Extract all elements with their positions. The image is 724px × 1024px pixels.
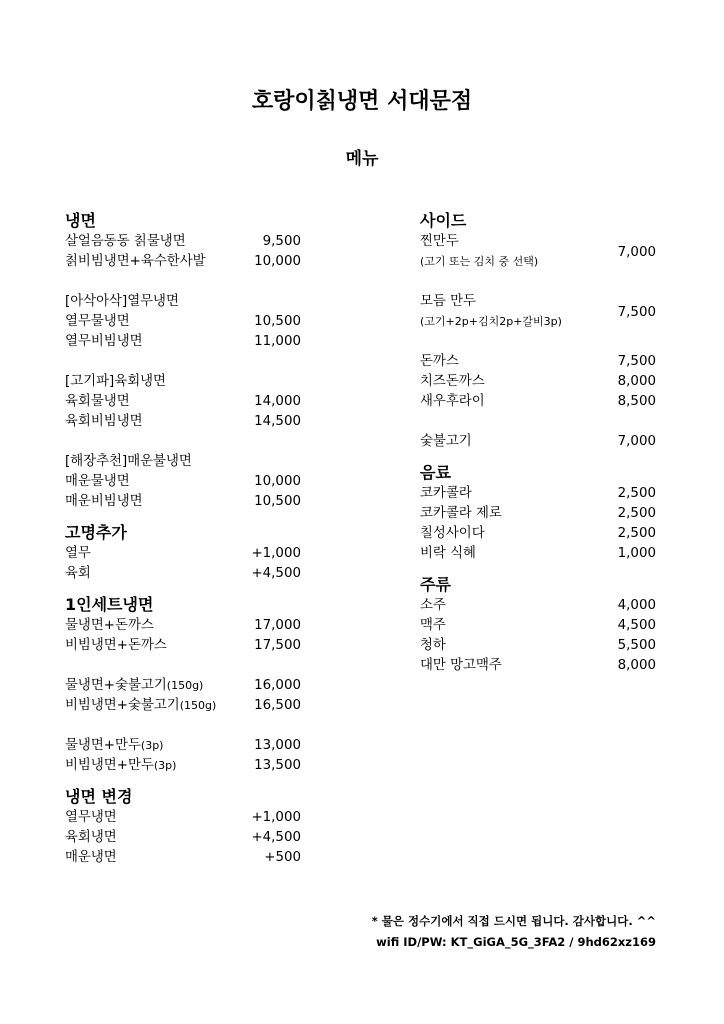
group-heading-text: [해장추천]매운불냉면 [65,454,192,469]
item-name: 살얼음동동 칡물냉면 [65,234,186,249]
wifi-info: wifi ID/PW: KT_GiGA_5G_3FA2 / 9hd62xz169 [376,935,656,949]
menu-item [420,292,656,332]
group-heading [65,452,301,472]
footer [372,911,656,953]
item-name: 대만 망고맥주 [420,658,502,673]
menu-item [65,736,301,756]
item-price: 13,500 [254,758,301,773]
item-price: 13,000 [254,738,301,753]
item-price: +1,000 [251,546,301,561]
item-price: 8,500 [617,394,656,409]
menu-item [420,616,656,636]
menu-item [420,484,656,504]
menu-item [65,616,301,636]
item-price: +4,500 [251,830,301,845]
menu-item [65,472,301,492]
item-name: 소주 [420,598,446,613]
menu-item [65,848,301,868]
menu-item [65,696,301,716]
menu-item [420,524,656,544]
right-column [420,210,656,676]
item-name: 맥주 [420,618,446,633]
item-name-text: 비빔냉면+숯불고기 [65,698,180,713]
item-name: 육회 [65,566,91,581]
item-price: +500 [264,850,301,865]
item-name: 매운냉면 [65,850,117,865]
item-name: 코카콜라 [420,486,472,501]
section-title: 사이드 [420,211,467,230]
item-note: (고기+2p+김치2p+갈비3p) [420,315,562,328]
section-toppings [65,522,301,584]
menu-item [420,596,656,616]
menu-item [65,676,301,696]
item-price: 10,500 [254,314,301,329]
item-price: 9,500 [262,234,301,249]
menu-item [65,808,301,828]
item-name [65,696,216,716]
item-name [65,736,163,756]
item-price: 10,500 [254,494,301,509]
item-price: +4,500 [251,566,301,581]
item-price: 7,500 [617,354,656,369]
item-name: 새우후라이 [420,394,485,409]
section-naengmyeon [65,210,301,512]
menu-item [65,492,301,512]
section-alcohol [420,574,656,676]
menu-item [65,412,301,432]
menu-item [420,432,656,452]
section-title: 냉면 [65,211,96,230]
item-name: 치즈돈까스 [420,374,485,389]
item-price: 4,500 [617,618,656,633]
menu-item [65,252,301,272]
item-name-text: 물냉면+만두 [65,738,141,753]
item-note: (150g) [166,679,204,692]
item-name: 찐만두 [420,234,459,249]
item-price: 2,500 [617,486,656,501]
item-price: 16,000 [254,678,301,693]
item-note: (150g) [179,699,217,712]
menu-item [65,636,301,656]
item-price: 7,000 [617,434,656,449]
section-drinks [420,462,656,564]
item-name: 돈까스 [420,354,459,369]
item-name-text: 비빔냉면+만두 [65,758,154,773]
item-name: 숯불고기 [420,434,472,449]
menu-item [420,544,656,564]
item-price: 10,000 [254,474,301,489]
item-price: 14,500 [254,414,301,429]
item-price: 8,000 [617,658,656,673]
item-price: 17,500 [254,638,301,653]
item-name: 열무 [65,546,91,561]
item-name: 칡비빔냉면+육수한사발 [65,254,206,269]
item-note: (3p) [153,759,177,772]
item-name: 육회냉면 [65,830,117,845]
page-title: 호랑이칡냉면 서대문점 [251,89,473,114]
item-name: 비빔냉면+돈까스 [65,638,167,653]
section-title: 냉면 변경 [65,787,133,806]
item-price: 11,000 [254,334,301,349]
menu-item [65,332,301,352]
section-title: 주류 [420,575,451,594]
item-price: +1,000 [251,810,301,825]
item-name: 물냉면+돈까스 [65,618,154,633]
item-price: 2,500 [617,506,656,521]
item-price: 2,500 [617,526,656,541]
section-title: 고명추가 [65,523,127,542]
item-name: 매운물냉면 [65,474,130,489]
item-price: 7,000 [617,244,656,260]
item-name: 열무냉면 [65,810,117,825]
menu-item [420,504,656,524]
section-title: 1인세트냉면 [65,595,154,614]
item-price: 1,000 [617,546,656,561]
menu-item [65,312,301,332]
section-set-menu [65,594,301,776]
group-heading-text: [고기파]육회냉면 [65,374,166,389]
menu-item [65,828,301,848]
item-name: 열무물냉면 [65,314,130,329]
item-price: 7,500 [617,304,656,320]
item-name: 육회비빔냉면 [65,414,143,429]
section-change [65,786,301,868]
item-name-text: 물냉면+숯불고기 [65,678,167,693]
menu-item [65,756,301,776]
item-name: 청하 [420,638,446,653]
item-name: 비락 식혜 [420,546,476,561]
menu-item [420,392,656,412]
item-price: 8,000 [617,374,656,389]
section-sides [420,210,656,452]
menu-item [420,352,656,372]
item-note: (고기 또는 김치 중 선택) [420,255,539,268]
item-price: 5,500 [617,638,656,653]
page-subtitle: 메뉴 [345,149,379,169]
item-name: 모듬 만두 [420,294,476,309]
item-price: 10,000 [254,254,301,269]
menu-item [65,564,301,584]
left-column [65,210,301,868]
footer-note: * 물은 정수기에서 직접 드시면 됩니다. 감사합니다. ^^ [371,914,656,928]
menu-item [420,636,656,656]
item-name: 칠성사이다 [420,526,485,541]
item-price: 16,500 [254,698,301,713]
item-price: 17,000 [254,618,301,633]
menu-item [65,544,301,564]
item-name [65,756,176,776]
item-name: 열무비빔냉면 [65,334,143,349]
menu-item [420,656,656,676]
item-name: 매운비빔냉면 [65,494,143,509]
item-price: 14,000 [254,394,301,409]
item-price: 4,000 [617,598,656,613]
menu-item [420,372,656,392]
menu-item [65,232,301,252]
group-heading [65,292,301,312]
menu-item [420,232,656,272]
item-name: 코카콜라 제로 [420,506,502,521]
section-title: 음료 [420,463,451,482]
item-name: 육회물냉면 [65,394,130,409]
group-heading-text: [아삭아삭]열무냉면 [65,294,179,309]
menu-item [65,392,301,412]
item-note: (3p) [140,739,164,752]
item-name [65,676,203,696]
group-heading [65,372,301,392]
